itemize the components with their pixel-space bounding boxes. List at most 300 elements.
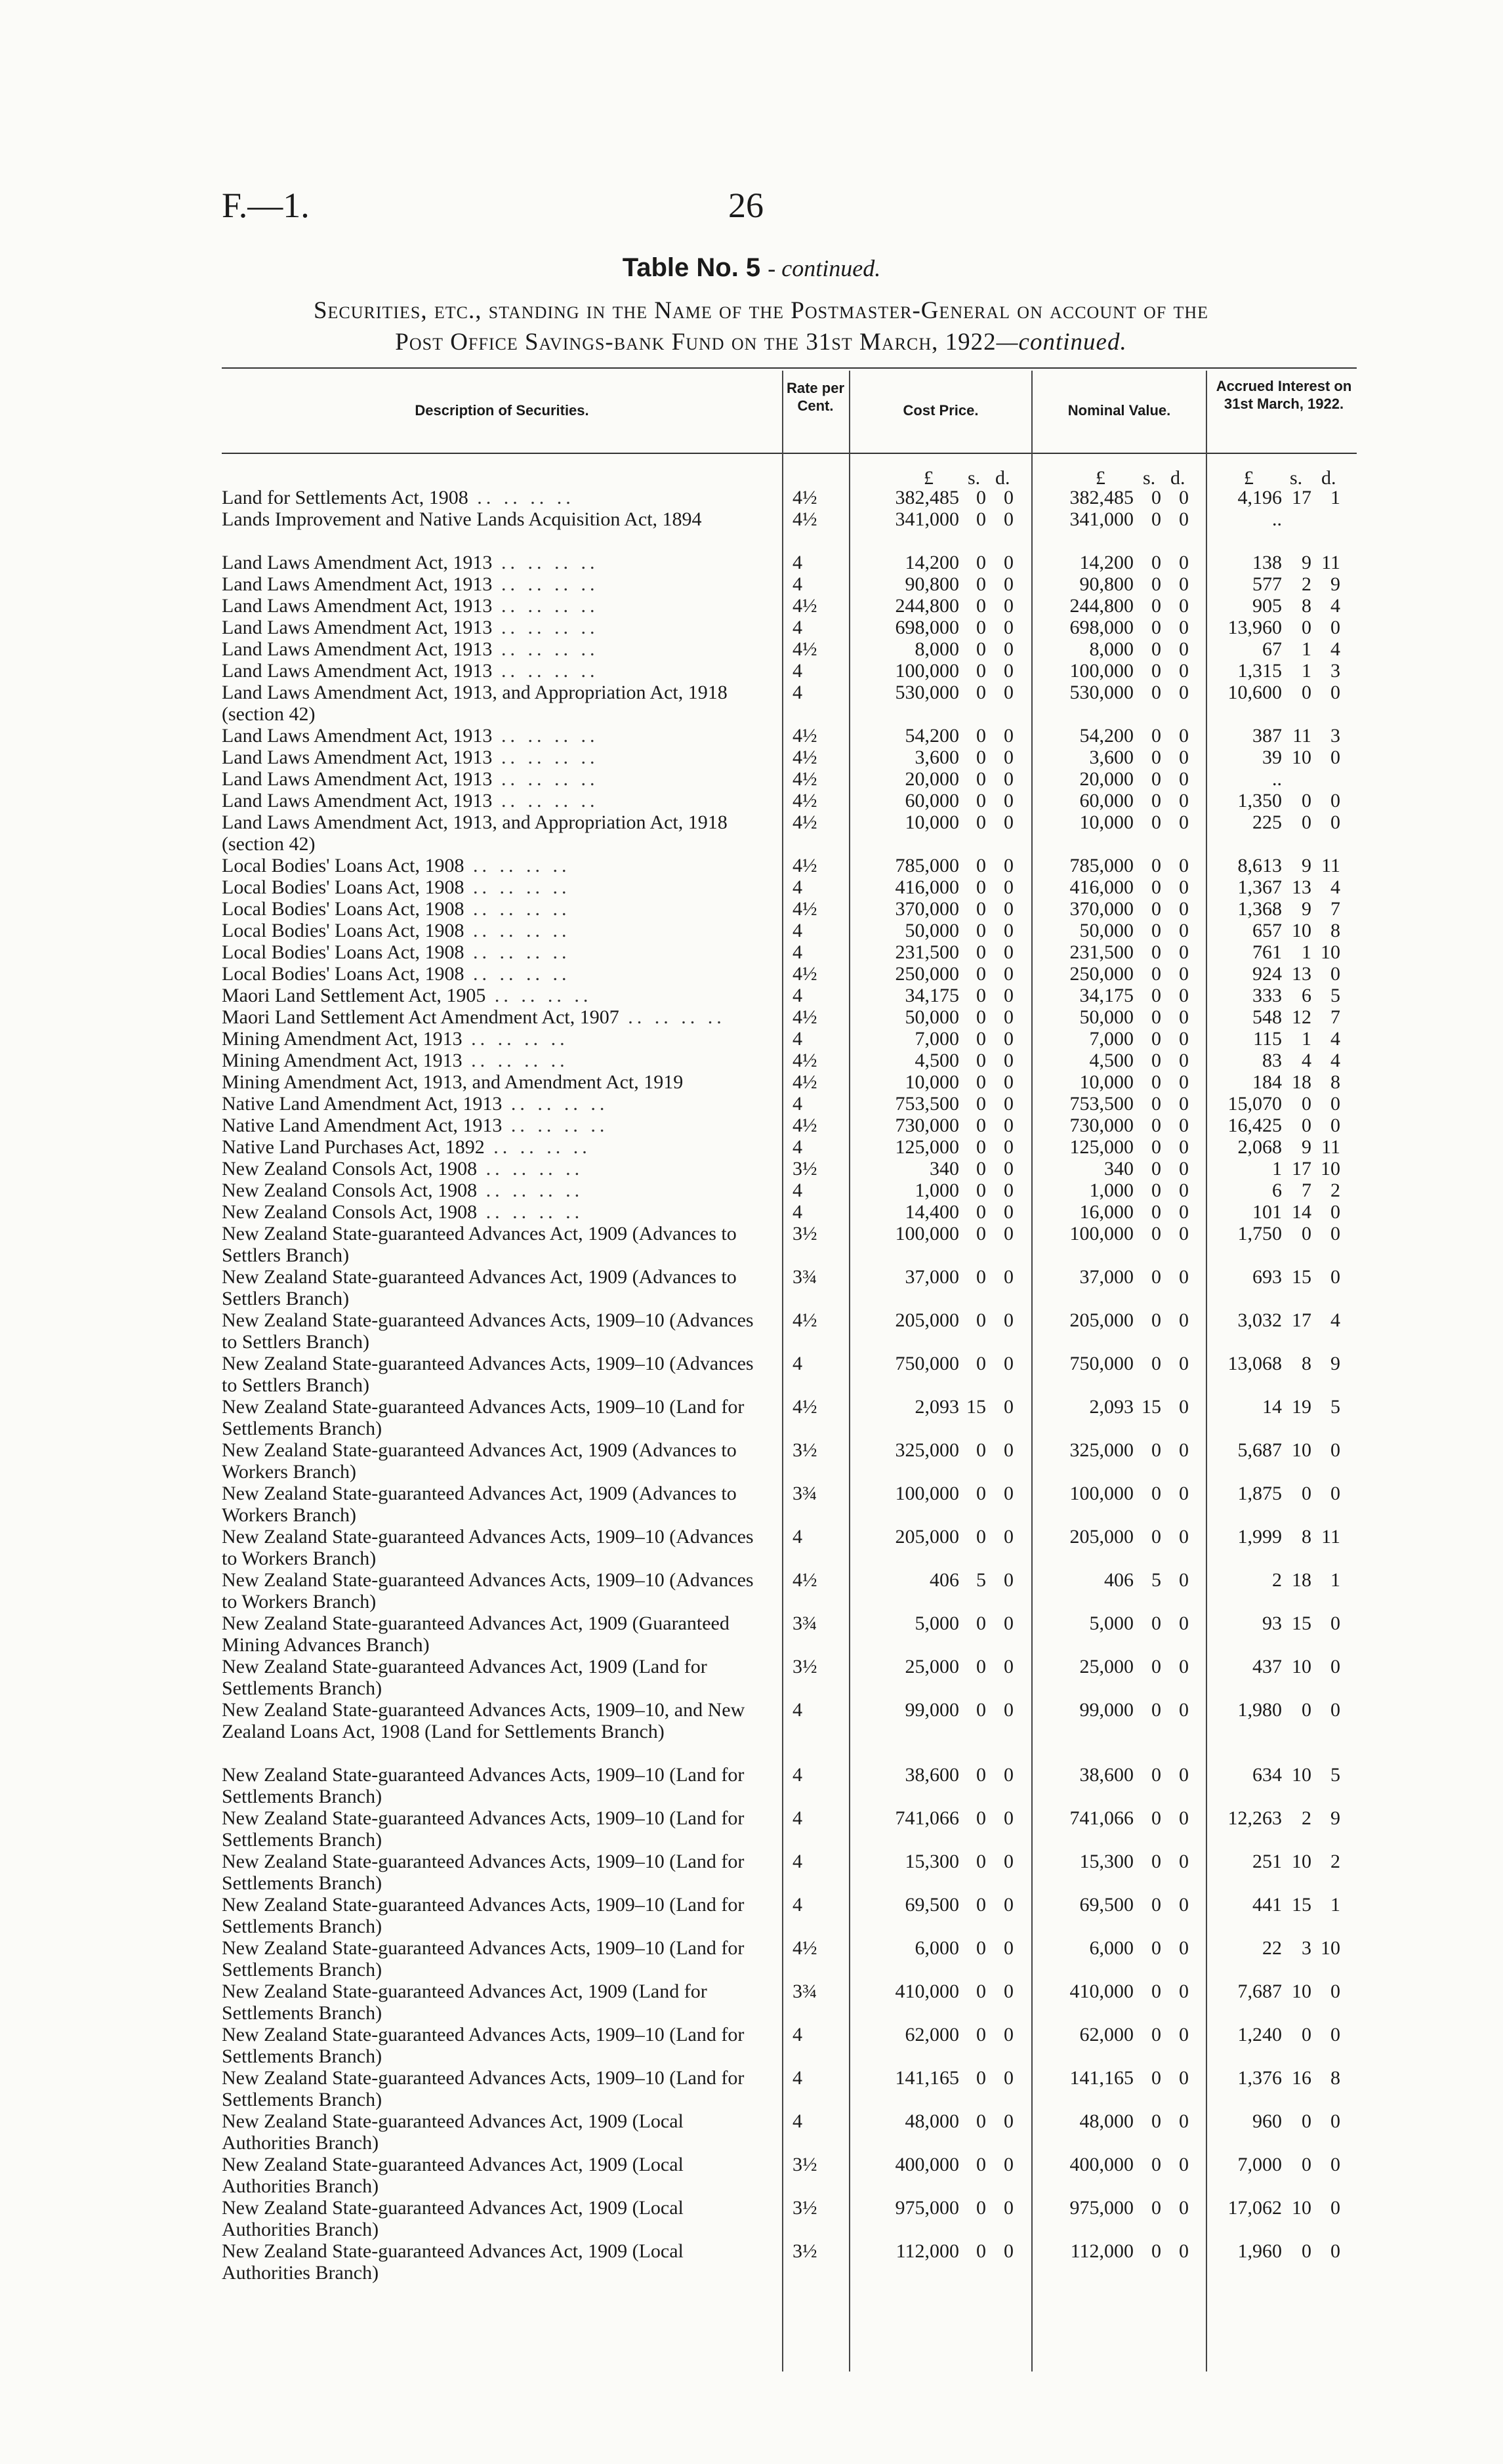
row-nominal-pence: 0: [1179, 1851, 1189, 1872]
row-rate: 4: [793, 985, 802, 1006]
table-row: [0, 1526, 1503, 1569]
row-nominal-shillings: 0: [1151, 1071, 1161, 1093]
row-rate: 4½: [793, 1309, 817, 1331]
row-interest-pence: 2: [1330, 1180, 1340, 1201]
leader-dots: .. .. .. ..: [502, 1115, 609, 1136]
row-description: Native Land Purchases Act, 1892 .. .. .. ..: [222, 1136, 591, 1158]
row-nominal-pence: 0: [1179, 1483, 1189, 1504]
row-cost-shillings: 0: [976, 1851, 986, 1872]
row-interest-pence: 3: [1330, 660, 1340, 682]
row-rate: 3¾: [793, 1981, 817, 2002]
row-rate: 4: [793, 660, 802, 682]
row-rate: 4: [793, 1851, 802, 1872]
row-interest-pounds: 1,350: [1237, 790, 1282, 811]
row-interest-pence: 0: [1330, 1439, 1340, 1461]
row-interest-shillings: 9: [1302, 1136, 1311, 1158]
unit-cost-pence: d.: [995, 467, 1010, 489]
row-nominal-pence: 0: [1179, 1006, 1189, 1028]
leader-dots: .. .. .. ..: [492, 790, 599, 811]
row-cost-pounds: 341,000: [895, 508, 959, 530]
row-cost-shillings: 0: [976, 1093, 986, 1115]
row-interest-shillings: 18: [1292, 1071, 1311, 1093]
row-interest-pounds: 1,367: [1237, 876, 1282, 898]
row-interest-pounds: 184: [1252, 1071, 1282, 1093]
row-nominal-shillings: 0: [1151, 1223, 1161, 1244]
row-nominal-shillings: 0: [1151, 1764, 1161, 1786]
row-rate: 4: [793, 2110, 802, 2132]
table-row: [0, 1050, 1503, 1071]
row-cost-pence: 0: [1004, 1612, 1014, 1634]
table-row: [0, 1981, 1503, 2024]
row-nominal-pence: 0: [1179, 876, 1189, 898]
row-cost-pounds: 231,500: [895, 941, 959, 963]
row-cost-pounds: 730,000: [895, 1115, 959, 1136]
row-interest-pence: 4: [1330, 638, 1340, 660]
row-description: Mining Amendment Act, 1913 .. .. .. ..: [222, 1028, 569, 1050]
row-cost-pence: 0: [1004, 682, 1014, 703]
row-interest-shillings: 10: [1292, 1981, 1311, 2002]
table-row: [0, 747, 1503, 768]
row-nominal-shillings: 0: [1151, 2154, 1161, 2175]
row-interest-pounds: 1,999: [1237, 1526, 1282, 1548]
row-cost-pence: 0: [1004, 1851, 1014, 1872]
row-cost-pence: 0: [1004, 1937, 1014, 1959]
row-interest-shillings: 15: [1292, 1894, 1311, 1916]
row-interest-shillings: 3: [1302, 1937, 1311, 1959]
table-row: [0, 573, 1503, 595]
unit-cost-pound: £: [924, 467, 934, 489]
row-cost-shillings: 0: [976, 2240, 986, 2262]
row-cost-pence: 0: [1004, 1764, 1014, 1786]
row-interest-pounds: 441: [1252, 1894, 1282, 1916]
row-rate: 4½: [793, 811, 817, 833]
row-description: New Zealand State-guaranteed Advances Acts, 1909–10 (Advances to Settlers Branch): [222, 1353, 754, 1396]
row-nominal-pounds: 141,165: [1069, 2067, 1134, 2089]
table-row: [0, 2110, 1503, 2154]
row-nominal-shillings: 0: [1151, 1136, 1161, 1158]
row-cost-shillings: 0: [976, 660, 986, 682]
row-nominal-pounds: 34,175: [1079, 985, 1134, 1006]
row-cost-pence: 0: [1004, 638, 1014, 660]
row-cost-pence: 0: [1004, 1158, 1014, 1180]
row-cost-pounds: 530,000: [895, 682, 959, 703]
row-cost-shillings: 0: [976, 1071, 986, 1093]
table-row: [0, 985, 1503, 1006]
row-nominal-shillings: 0: [1151, 1526, 1161, 1548]
row-cost-pounds: 112,000: [896, 2240, 959, 2262]
col-head-cost: Cost Price.: [903, 402, 979, 419]
row-interest-shillings: 0: [1302, 682, 1311, 703]
row-interest-shillings: 10: [1292, 1851, 1311, 1872]
row-interest-pence: 7: [1330, 898, 1340, 920]
table-row: [0, 898, 1503, 920]
row-interest-pence: 11: [1321, 1526, 1340, 1548]
row-cost-pence: 0: [1004, 1526, 1014, 1548]
row-cost-pence: 0: [1004, 920, 1014, 941]
row-cost-shillings: 0: [976, 768, 986, 790]
row-nominal-pence: 0: [1179, 1807, 1189, 1829]
row-interest-pounds: 1,960: [1237, 2240, 1282, 2262]
row-cost-shillings: 0: [976, 487, 986, 508]
row-nominal-pounds: 10,000: [1079, 811, 1134, 833]
row-cost-pence: 0: [1004, 1569, 1014, 1591]
row-interest-pence: 0: [1330, 1656, 1340, 1677]
leader-dots: .. .. .. ..: [485, 985, 592, 1006]
row-description: New Zealand State-guaranteed Advances Acts, 1909–10 (Land for Settlements Branch): [222, 1894, 745, 1937]
row-nominal-shillings: 0: [1151, 1981, 1161, 2002]
leader-dots: .. .. .. ..: [492, 660, 599, 682]
row-interest-pence: 0: [1330, 1981, 1340, 2002]
row-nominal-pence: 0: [1179, 2154, 1189, 2175]
row-rate: 4½: [793, 768, 817, 790]
row-interest-shillings: 19: [1292, 1396, 1311, 1418]
row-cost-pounds: 382,485: [895, 487, 959, 508]
row-cost-pence: 0: [1004, 855, 1014, 876]
row-interest-pounds: 577: [1252, 573, 1282, 595]
row-description: New Zealand State-guaranteed Advances Acts, 1909–10 (Land for Settlements Branch): [222, 1851, 745, 1894]
row-nominal-pounds: 730,000: [1069, 1115, 1134, 1136]
row-nominal-shillings: 0: [1151, 855, 1161, 876]
row-nominal-pence: 0: [1179, 1223, 1189, 1244]
row-description: Land Laws Amendment Act, 1913 .. .. .. ..: [222, 573, 599, 595]
table-row: [0, 2024, 1503, 2067]
row-nominal-pence: 0: [1179, 985, 1189, 1006]
row-nominal-pounds: 48,000: [1079, 2110, 1134, 2132]
leader-dots: .. .. .. ..: [502, 1093, 609, 1115]
row-nominal-pounds: 3,600: [1089, 747, 1134, 768]
row-cost-shillings: 0: [976, 1699, 986, 1721]
row-description: New Zealand State-guaranteed Advances Act, 1909 (Advances to Settlers Branch): [222, 1223, 737, 1266]
row-nominal-pounds: 100,000: [1069, 1223, 1134, 1244]
row-interest-shillings: 14: [1292, 1201, 1311, 1223]
row-interest-pounds: 333: [1252, 985, 1282, 1006]
table-row: [0, 941, 1503, 963]
row-nominal-pence: 0: [1179, 855, 1189, 876]
table-row: [0, 876, 1503, 898]
row-cost-pounds: 4,500: [915, 1050, 959, 1071]
row-cost-shillings: 0: [976, 1483, 986, 1504]
row-nominal-shillings: 0: [1151, 1483, 1161, 1504]
row-nominal-pounds: 250,000: [1069, 963, 1134, 985]
row-cost-pence: 0: [1004, 1223, 1014, 1244]
row-rate: 3½: [793, 1439, 817, 1461]
page-ref: F.—1.: [222, 186, 310, 225]
row-interest-pence: 0: [1330, 747, 1340, 768]
row-interest-pounds: 13,960: [1227, 617, 1282, 638]
leader-dots: .. .. .. ..: [477, 1201, 584, 1223]
row-interest-pence: 0: [1330, 2240, 1340, 2262]
table-row: [0, 963, 1503, 985]
row-cost-pence: 0: [1004, 1483, 1014, 1504]
row-description: Land Laws Amendment Act, 1913 .. .. .. ..: [222, 552, 599, 573]
row-nominal-pounds: 50,000: [1079, 920, 1134, 941]
row-nominal-pounds: 90,800: [1079, 573, 1134, 595]
row-interest-shillings: 15: [1292, 1266, 1311, 1288]
row-rate: 4: [793, 941, 802, 963]
row-description: Local Bodies' Loans Act, 1908 .. .. .. ..: [222, 898, 571, 920]
row-interest-pence: 1: [1330, 487, 1340, 508]
row-nominal-shillings: 0: [1151, 985, 1161, 1006]
row-nominal-shillings: 0: [1151, 768, 1161, 790]
row-rate: 4½: [793, 747, 817, 768]
row-nominal-pence: 0: [1179, 725, 1189, 747]
row-interest-shillings: 0: [1302, 2154, 1311, 2175]
subtitle-line-2: [197, 327, 1325, 358]
row-nominal-shillings: 0: [1151, 1266, 1161, 1288]
row-nominal-shillings: 0: [1151, 725, 1161, 747]
table-row: [0, 1071, 1503, 1093]
col-head-description: Description of Securities.: [415, 402, 589, 419]
row-cost-shillings: 0: [976, 2067, 986, 2089]
row-nominal-pence: 0: [1179, 2240, 1189, 2262]
row-nominal-pence: 0: [1179, 941, 1189, 963]
row-interest-pence: 1: [1330, 1894, 1340, 1916]
row-cost-pounds: 50,000: [905, 1006, 959, 1028]
row-interest-pence: 10: [1321, 1158, 1340, 1180]
row-nominal-pounds: 112,000: [1070, 2240, 1134, 2262]
row-nominal-pence: 0: [1179, 1093, 1189, 1115]
row-rate: 3¾: [793, 1612, 817, 1634]
row-nominal-pence: 0: [1179, 1180, 1189, 1201]
row-description: New Zealand Consols Act, 1908 .. .. .. ..: [222, 1180, 584, 1201]
row-nominal-pounds: 37,000: [1079, 1266, 1134, 1288]
row-interest-pounds: 39: [1262, 747, 1282, 768]
row-description: New Zealand State-guaranteed Advances Act, 1909 (Advances to Settlers Branch): [222, 1266, 737, 1309]
row-interest-pounds: 2,068: [1237, 1136, 1282, 1158]
row-description: New Zealand State-guaranteed Advances Act, 1909 (Advances to Workers Branch): [222, 1483, 737, 1526]
row-cost-pence: 0: [1004, 768, 1014, 790]
row-nominal-pence: 0: [1179, 2197, 1189, 2219]
row-cost-pence: 0: [1004, 2154, 1014, 2175]
row-rate: 4½: [793, 1006, 817, 1028]
row-nominal-shillings: 15: [1142, 1396, 1161, 1418]
row-interest-shillings: 17: [1292, 487, 1311, 508]
leader-dots: .. .. .. ..: [492, 747, 599, 768]
row-interest-pence: 8: [1330, 920, 1340, 941]
row-cost-pounds: 8,000: [915, 638, 959, 660]
row-interest-pence: 0: [1330, 811, 1340, 833]
row-cost-pounds: 753,500: [895, 1093, 959, 1115]
table-row: [0, 1894, 1503, 1937]
row-description: Land Laws Amendment Act, 1913 .. .. .. ..: [222, 638, 599, 660]
row-nominal-shillings: 0: [1151, 595, 1161, 617]
table-row: [0, 1309, 1503, 1353]
row-cost-pounds: 69,500: [905, 1894, 959, 1916]
row-nominal-pounds: 69,500: [1079, 1894, 1134, 1916]
row-interest-shillings: 8: [1302, 1353, 1311, 1374]
row-interest-pounds: 548: [1252, 1006, 1282, 1028]
row-rate: 4: [793, 1894, 802, 1916]
row-rate: 4½: [793, 1569, 817, 1591]
row-rate: 4½: [793, 595, 817, 617]
row-nominal-pence: 0: [1179, 1071, 1189, 1093]
row-cost-pence: 0: [1004, 552, 1014, 573]
row-cost-pence: 0: [1004, 1266, 1014, 1288]
row-cost-pence: 0: [1004, 811, 1014, 833]
row-interest-pounds: 251: [1252, 1851, 1282, 1872]
row-interest-shillings: 10: [1292, 2197, 1311, 2219]
row-cost-pence: 0: [1004, 1180, 1014, 1201]
table-row: [0, 1656, 1503, 1699]
row-interest-shillings: 1: [1302, 638, 1311, 660]
row-interest-pounds: 761: [1252, 941, 1282, 963]
unit-interest-pence: d.: [1321, 467, 1336, 489]
leader-dots: .. .. .. ..: [464, 963, 571, 985]
row-cost-shillings: 0: [976, 617, 986, 638]
table-title-suffix: - continued.: [768, 255, 881, 281]
row-cost-pounds: 48,000: [905, 2110, 959, 2132]
row-nominal-pence: 0: [1179, 682, 1189, 703]
row-nominal-pence: 0: [1179, 1764, 1189, 1786]
row-nominal-shillings: 0: [1151, 1937, 1161, 1959]
row-nominal-shillings: 0: [1151, 2110, 1161, 2132]
table-row: [0, 682, 1503, 725]
row-nominal-pence: 0: [1179, 1050, 1189, 1071]
row-interest-shillings: 13: [1292, 876, 1311, 898]
row-nominal-pounds: 406: [1104, 1569, 1134, 1591]
row-interest-pounds: 12,263: [1227, 1807, 1282, 1829]
row-nominal-pence: 0: [1179, 1656, 1189, 1677]
header-rule-top: [222, 367, 1357, 369]
row-cost-shillings: 0: [976, 552, 986, 573]
row-rate: 4½: [793, 855, 817, 876]
row-nominal-pounds: 325,000: [1069, 1439, 1134, 1461]
row-interest-pounds: 7,687: [1237, 1981, 1282, 2002]
row-cost-shillings: 0: [976, 963, 986, 985]
row-cost-pence: 0: [1004, 1894, 1014, 1916]
leader-dots: .. .. .. ..: [492, 638, 599, 660]
row-nominal-pence: 0: [1179, 1158, 1189, 1180]
row-description: Land Laws Amendment Act, 1913 .. .. .. ..: [222, 595, 599, 617]
row-cost-pounds: 340: [930, 1158, 959, 1180]
table-row: [0, 638, 1503, 660]
table-row: [0, 2240, 1503, 2284]
row-nominal-pounds: 15,300: [1079, 1851, 1134, 1872]
table-row: [0, 1115, 1503, 1136]
row-nominal-pence: 0: [1179, 2110, 1189, 2132]
leader-dots: .. .. .. ..: [492, 725, 599, 747]
row-description: New Zealand State-guaranteed Advances Act, 1909 (Advances to Workers Branch): [222, 1439, 737, 1483]
row-interest-pence: 4: [1330, 1028, 1340, 1050]
row-cost-shillings: 0: [976, 747, 986, 768]
row-cost-pounds: 741,066: [895, 1807, 959, 1829]
row-rate: 4½: [793, 790, 817, 811]
row-interest-pounds: 1,980: [1237, 1699, 1282, 1721]
row-cost-shillings: 0: [976, 1612, 986, 1634]
row-cost-pounds: 25,000: [905, 1656, 959, 1677]
table-title: [0, 253, 1503, 283]
row-nominal-pounds: 741,066: [1069, 1807, 1134, 1829]
row-interest-pounds: 101: [1252, 1201, 1282, 1223]
row-interest-pence: 0: [1330, 2024, 1340, 2045]
row-cost-pence: 0: [1004, 573, 1014, 595]
row-description: Maori Land Settlement Act Amendment Act, 1907 .. .. .. ..: [222, 1006, 726, 1028]
table-row: [0, 552, 1503, 573]
row-nominal-pounds: 382,485: [1069, 487, 1134, 508]
row-cost-pounds: 2,093: [915, 1396, 959, 1418]
row-description: New Zealand Consols Act, 1908 .. .. .. ..: [222, 1158, 584, 1180]
row-cost-shillings: 0: [976, 1439, 986, 1461]
row-rate: 4: [793, 1180, 802, 1201]
row-cost-pounds: 370,000: [895, 898, 959, 920]
row-nominal-pence: 0: [1179, 1526, 1189, 1548]
row-description: Land Laws Amendment Act, 1913, and Appropriation Act, 1918 (section 42): [222, 682, 728, 725]
row-rate: 3½: [793, 2154, 817, 2175]
row-description: Land Laws Amendment Act, 1913 .. .. .. ..: [222, 768, 599, 790]
row-cost-pence: 0: [1004, 508, 1014, 530]
row-nominal-shillings: 0: [1151, 1201, 1161, 1223]
row-interest-shillings: 9: [1302, 855, 1311, 876]
row-cost-pounds: 325,000: [895, 1439, 959, 1461]
row-interest-pounds: 437: [1252, 1656, 1282, 1677]
row-nominal-pounds: 244,800: [1069, 595, 1134, 617]
row-rate: 4½: [793, 508, 817, 530]
header-rule-bottom: [222, 453, 1357, 454]
table-row: [0, 1569, 1503, 1612]
row-cost-shillings: 0: [976, 1266, 986, 1288]
row-nominal-shillings: 0: [1151, 638, 1161, 660]
row-interest-pence: 0: [1330, 2154, 1340, 2175]
row-cost-pounds: 34,175: [905, 985, 959, 1006]
row-cost-pounds: 38,600: [905, 1764, 959, 1786]
row-cost-pence: 0: [1004, 790, 1014, 811]
row-nominal-pounds: 340: [1104, 1158, 1134, 1180]
row-interest-shillings: 10: [1292, 920, 1311, 941]
row-cost-shillings: 0: [976, 1223, 986, 1244]
row-interest-pounds: 10,600: [1227, 682, 1282, 703]
row-nominal-shillings: 0: [1151, 487, 1161, 508]
row-cost-pounds: 90,800: [905, 573, 959, 595]
row-interest-pence: 0: [1330, 2110, 1340, 2132]
row-cost-pounds: 99,000: [905, 1699, 959, 1721]
row-cost-pounds: 698,000: [895, 617, 959, 638]
row-nominal-shillings: 0: [1151, 1309, 1161, 1331]
row-cost-shillings: 15: [966, 1396, 986, 1418]
row-interest-shillings: 8: [1302, 595, 1311, 617]
row-cost-shillings: 0: [976, 1656, 986, 1677]
leader-dots: .. .. .. ..: [464, 876, 571, 898]
leader-dots: .. .. .. ..: [462, 1028, 569, 1050]
row-cost-pounds: 20,000: [905, 768, 959, 790]
row-cost-pence: 0: [1004, 1981, 1014, 2002]
table-row: [0, 487, 1503, 508]
row-nominal-shillings: 5: [1151, 1569, 1161, 1591]
table-row: [0, 508, 1503, 552]
row-interest-pounds: 115: [1253, 1028, 1282, 1050]
row-nominal-pence: 0: [1179, 1439, 1189, 1461]
row-nominal-pence: 0: [1179, 1136, 1189, 1158]
row-cost-pounds: 416,000: [895, 876, 959, 898]
row-cost-pounds: 62,000: [905, 2024, 959, 2045]
row-interest-shillings: 7: [1302, 1180, 1311, 1201]
row-cost-shillings: 0: [976, 790, 986, 811]
row-rate: 4: [793, 1526, 802, 1548]
row-cost-pence: 0: [1004, 876, 1014, 898]
row-description: New Zealand State-guaranteed Advances Act, 1909 (Land for Settlements Branch): [222, 1656, 707, 1699]
row-rate: 4½: [793, 638, 817, 660]
row-rate: 4: [793, 552, 802, 573]
row-interest-pounds: 924: [1252, 963, 1282, 985]
row-cost-pence: 0: [1004, 660, 1014, 682]
row-cost-shillings: 0: [976, 1115, 986, 1136]
table-row: [0, 1093, 1503, 1115]
row-nominal-shillings: 0: [1151, 660, 1161, 682]
row-nominal-shillings: 0: [1151, 1894, 1161, 1916]
row-cost-pence: 0: [1004, 1201, 1014, 1223]
row-cost-shillings: 0: [976, 1526, 986, 1548]
row-interest-shillings: 10: [1292, 747, 1311, 768]
row-nominal-pounds: 416,000: [1069, 876, 1134, 898]
